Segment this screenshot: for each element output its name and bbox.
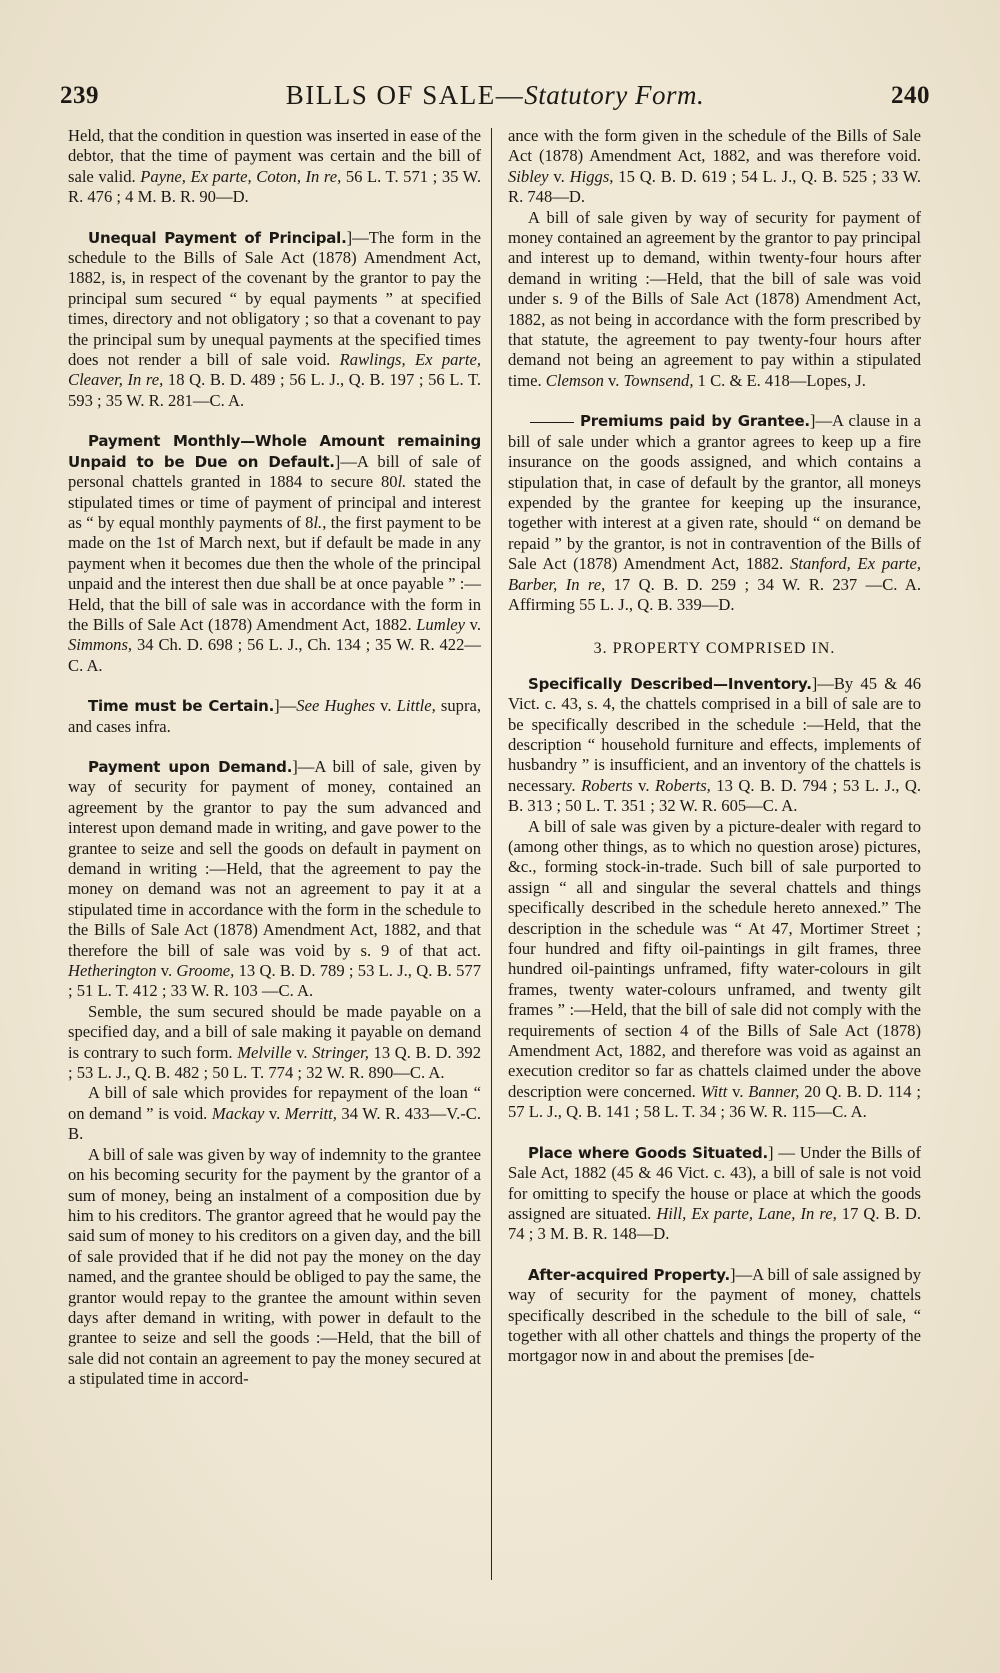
paragraph (508, 1143, 921, 1245)
case-name: Sibley (508, 166, 549, 186)
case-name: See Hughes (296, 696, 376, 716)
text: ]—By 45 & 46 Vict. c. 43, s. 4, the chattels comprised in a bill of sale are to be specifically described in the schedule :—Held, that the description “ household furniture and effects, implements of husbandry ” is insufficient, and an inventory of the chattels is necessary. (508, 673, 921, 795)
paragraph-heading: After-acquired Property. (528, 1265, 730, 1284)
citation: 1 C. & E. 418—Lopes, J. (693, 370, 866, 390)
text: A bill of sale which provides for repayment of the loan “ on demand ” is void. (68, 1083, 481, 1123)
left-page-number: 239 (60, 82, 99, 109)
left-column (68, 126, 481, 1390)
case-name: Hill, Ex parte, Lane, In re, (656, 1203, 837, 1223)
section-title: 3. PROPERTY COMPRISED IN. (593, 640, 836, 658)
citation: 13 Q. B. D. 794 ; 53 L. J., Q. B. 313 ; 50 L. T. 351 ; 32 W. R. 605—C. A. (508, 775, 922, 816)
case-name: Payne, Ex parte, Coton, In re, (140, 166, 342, 186)
text: ]—A bill of sale assigned by way of security for the payment of money, chattels specifically described in the schedule to the bill of sale, “ together with all other chattels and things the property of the mortgagor now in and about the premises [de- (508, 1264, 921, 1366)
case-name: Melville (237, 1042, 292, 1062)
paragraph (68, 1002, 481, 1084)
case-name: Witt (700, 1081, 728, 1101)
text: A bill of sale was given by a picture-dealer with regard to (among other things, as to which no question arose) pictures, &c., forming stock-in-trade. Such bill of sale purported to assign “ all and singular the several chattels and things specifically described in the schedule hereto annexed.” The description in the schedule was “ At 47, Mortimer Street ; four hundred and fifty oil-paintings in gilt frames, three hundred oil-paintings unframed, fifty water-colours in gilt frames, twenty water-colours unframed, and twenty gilt frames ” :—Held, that the bill of sale did not comply with the requirements of section 4 of the Bills of Sale Act (1878) Amendment Act, 1882, and therefore was void as against an execution creditor so far as chattels claimed under the above description were concerned. (508, 816, 921, 1101)
citation: 56 L. T. 571 ; 35 W. R. 476 ; 4 M. B. R. 90—D. (68, 166, 481, 207)
pound-sign: l. (313, 512, 323, 532)
citation: 15 Q. B. D. 619 ; 54 L. J., Q. B. 525 ; 33 W. R. 748—D. (508, 166, 921, 207)
title-italic: Statutory Form. (524, 80, 705, 110)
versus: v. (264, 1103, 285, 1123)
case-name: Rawlings, Ex parte, Cleaver, In re, (68, 350, 481, 390)
text: Held, that the condition in question was inserted in ease of the debtor, that the time of payment was certain and the bill of sale valid. (68, 126, 481, 186)
versus: v. (156, 961, 177, 981)
text: A bill of sale was given by way of indemnity to the grantee on his becoming security for the payment by the grantor of a sum of money, being an instalment of a composition due by him to his creditors. The grantor agreed that he would pay the said sum of money to his creditors on a given day, and the bill of sale provided that if he did not pay the money on the day named, and the grantee should be obliged to pay the same, the grantor would repay to the grantee the amount within seven days after demand in writing, with power in default to the grantee to seize and sell the goods :—Held, that the bill of sale did not contain an agreement to pay the money secured at a stipulated time in accord- (68, 1144, 481, 1389)
paragraph-heading: Premiums paid by Grantee. (580, 412, 810, 431)
paragraph-heading: Specifically Described—Inventory. (528, 674, 812, 693)
text: ]—A clause in a bill of sale under which a grantor agrees to keep up a fire insurance on the goods assigned, and which contains a stipulation that, in case of default by the grantor, all moneys expended by the grantee for keeping up the insurance, together with interest at a given rate, should “ on demand be repaid ” by the grantor, is not in contravention of the Bills of Sale Act (1878) Amendment Act, 1882. (508, 411, 921, 574)
paragraph (68, 126, 481, 208)
versus: v. (632, 775, 656, 795)
versus: v. (727, 1081, 749, 1101)
paragraph-heading: Time must be Certain. (88, 697, 275, 716)
text: Semble, the sum secured should be made payable on a specified day, and a bill of sale making it payable on demand is contrary to such form. (68, 1001, 481, 1062)
text: A bill of sale given by way of security for payment of money contained an agreement by the grantor to pay principal and interest up to demand, within twenty-four hours after demand in writing :—Held, that the bill of sale was void under s. 9 of the Bills of Sale Act (1878) Amendment Act, 1882, as not being in accordance with the form prescribed by that statute, the agreement to pay twenty-four hours after demand not being an agreement to pay within a stipulated time. (508, 207, 921, 390)
paragraph (508, 674, 921, 817)
case-name: Higgs, (569, 166, 614, 186)
pound-sign: l. (397, 472, 407, 492)
case-name: Clemson (545, 370, 604, 390)
citation: 20 Q. B. D. 114 ; 57 L. J., Q. B. 141 ; 58 L. T. 34 ; 36 W. R. 115—C. A. (508, 1081, 921, 1122)
citation: 18 Q. B. D. 489 ; 56 L. J., Q. B. 197 ; 56 L. T. 593 ; 35 W. R. 281—C. A. (68, 370, 481, 410)
page-title (60, 80, 930, 111)
paragraph (508, 817, 921, 1123)
running-head (60, 80, 930, 120)
text: ]—A bill of sale, given by way of security for payment of money, contained an agreement by the grantor to pay the sum advanced and interest upon demand made in writing, and gave power to the grantee to seize and sell the goods on default in payment on demand in writing :—Held, that the agreement to pay the money on demand was not an agreement to pay it at a stipulated time in accordance with the form in the schedule to the Bills of Sale Act (1878) Amendment Act, 1882, and that therefore the bill of sale was void by s. 9 of that act. (68, 756, 481, 960)
text: ]— (274, 696, 297, 716)
case-name: Stringer, (312, 1042, 369, 1062)
case-name: Townsend, (623, 370, 694, 390)
case-name: Little, (396, 696, 436, 716)
paragraph (508, 411, 921, 615)
paragraph-heading: Payment upon Demand. (88, 757, 293, 776)
column-rule (491, 128, 492, 1580)
citation: 13 Q. B. D. 392 ; 53 L. J., Q. B. 482 ; 50 L. T. 774 ; 32 W. R. 890—C. A. (68, 1042, 481, 1083)
case-name: Roberts, (655, 775, 711, 795)
versus: v. (603, 370, 624, 390)
paragraph (68, 228, 481, 412)
versus: v. (548, 166, 570, 186)
citation: 34 W. R. 433—V.-C. B. (68, 1103, 481, 1144)
citation: 17 Q. B. D. 259 ; 34 W. R. 237 —C. A. Affirming 55 L. J., Q. B. 339—D. (508, 574, 921, 614)
paragraph (68, 1145, 481, 1390)
case-name: Stanford, Ex parte, Barber, In re, (508, 554, 921, 594)
paragraph-heading: Payment Monthly—Whole Amount remaining Unpaid to be Due on Default. (68, 432, 481, 471)
citation: 17 Q. B. D. 74 ; 3 M. B. R. 148—D. (508, 1203, 921, 1244)
paragraph (68, 1083, 481, 1144)
text: ] — Under the Bills of Sale Act, 1882 (45 & 46 Vict. c. 43), a bill of sale is not void for omitting to specify the house or place at which the goods assigned are situated. (508, 1142, 921, 1223)
text: , the first payment to be made on the 1st of March next, but if default be made in any payment when it becomes due then the whole of the principal unpaid and the interest then due shall be at once payable ” :—Held, that the bill of sale was in accordance with the form in the Bills of Sale Act (1878) Amendment Act, 1882. (68, 512, 481, 634)
title-main: BILLS OF SALE— (285, 80, 525, 110)
right-page-number: 240 (891, 82, 930, 109)
paragraph (508, 1265, 921, 1367)
paragraph-heading: Place where Goods Situated. (528, 1143, 769, 1162)
text: supra, and cases infra. (68, 696, 481, 736)
case-name: Simmons, (68, 635, 133, 655)
versus: v. (465, 614, 481, 634)
paragraph (68, 696, 481, 737)
case-name: Merritt, (284, 1103, 337, 1123)
case-name: Hetherington (68, 961, 157, 981)
case-name: Groome, (176, 961, 235, 981)
text: stated the stipulated times or time of payment of principal and interest as “ by equal monthly payments of 8 (68, 472, 481, 532)
citation: 13 Q. B. D. 789 ; 53 L. J., Q. B. 577 ; 51 L. T. 412 ; 33 W. R. 103 —C. A. (68, 961, 481, 1001)
case-name: Roberts (581, 775, 633, 795)
paragraph (68, 431, 481, 676)
case-name: Banner, (748, 1081, 800, 1101)
paragraph (508, 126, 921, 208)
paragraph (508, 208, 921, 392)
text: ance with the form given in the schedule of the Bills of Sale Act (1878) Amendment Act, 1882, and was therefore void. (508, 126, 921, 166)
ditto-dash (530, 422, 574, 423)
citation: 34 Ch. D. 698 ; 56 L. J., Ch. 134 ; 35 W. R. 422—C. A. (68, 635, 481, 675)
text: ]—A bill of sale of personal chattels granted in 1884 to secure 80 (68, 451, 481, 492)
paragraph-heading: Unequal Payment of Principal. (88, 228, 347, 247)
paragraph (68, 757, 481, 1002)
versus: v. (375, 696, 397, 716)
case-name: Mackay (211, 1103, 265, 1123)
text: ]—The form in the schedule to the Bills of Sale Act (1878) Amendment Act, 1882, is, in respect of the covenant by the grantor to pay the principal sum secured “ by equal payments ” at specified times, directory and not obligatory ; so that a covenant to pay the principal sum by unequal payments at the specified times does not render a bill of sale void. (68, 227, 481, 370)
case-name: Lumley (416, 614, 466, 634)
versus: v. (291, 1042, 313, 1062)
right-column (508, 126, 921, 1367)
